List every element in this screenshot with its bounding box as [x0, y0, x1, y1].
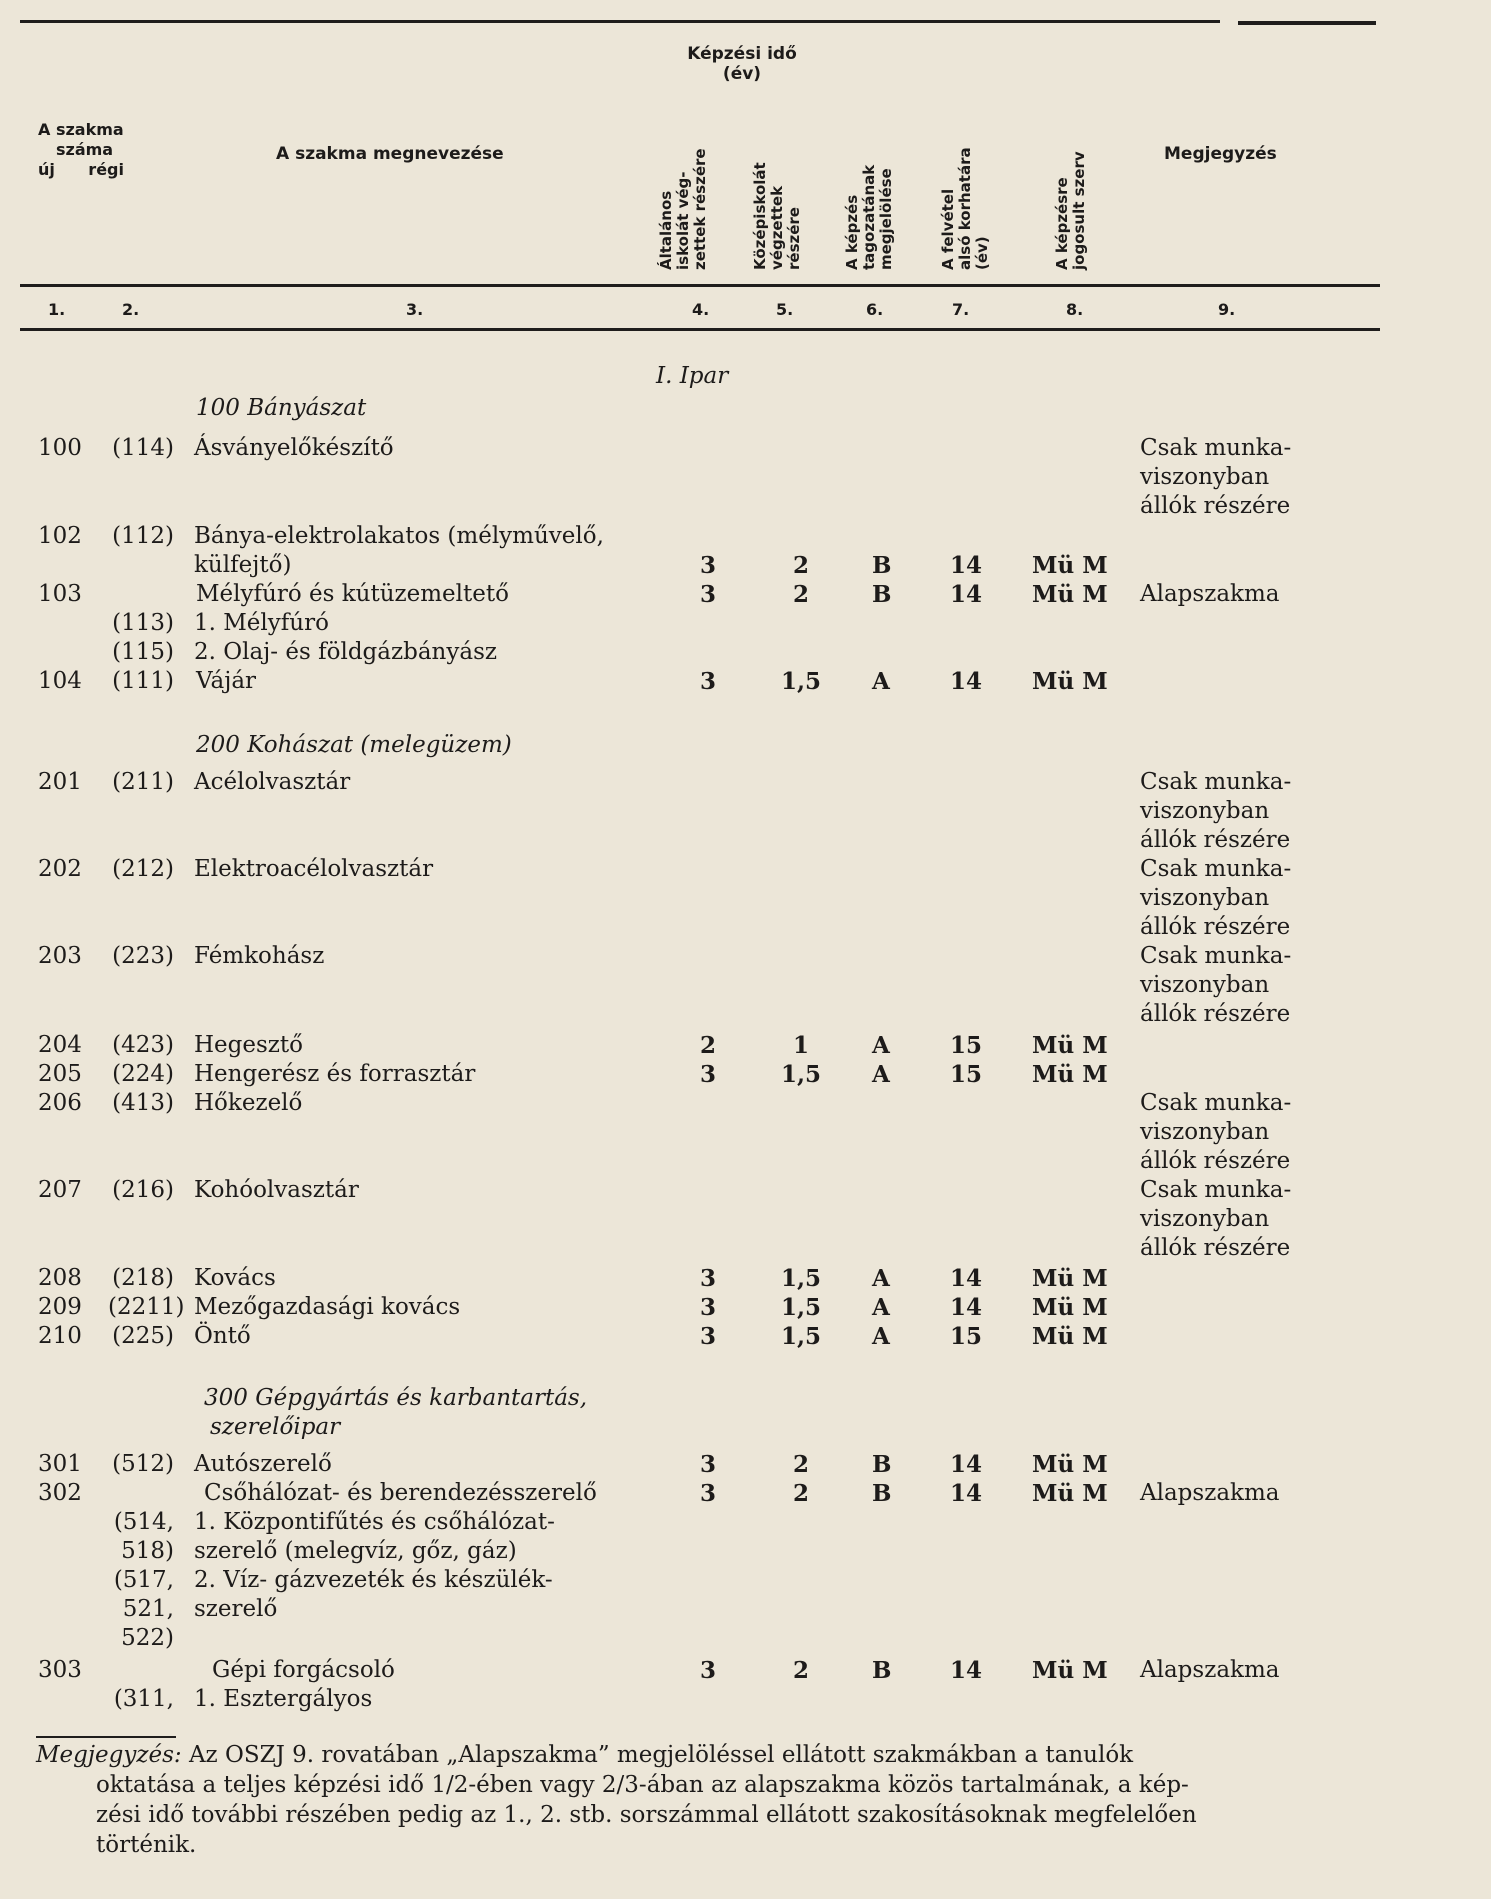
colnum-9: 9.	[1218, 300, 1236, 319]
row-name: Hegesztő	[194, 1032, 304, 1058]
header-szakma-szama	[38, 120, 158, 180]
row-old-code: (212)	[112, 856, 174, 882]
row-col6-value: A	[872, 1032, 890, 1059]
row-col7-value: 14	[950, 581, 983, 608]
row-old-code: (514,	[113, 1509, 174, 1535]
row-col4-value: 3	[700, 1323, 717, 1350]
row-col7-value: 15	[950, 1323, 983, 1350]
row-name: Csőhálózat- és berendezésszerelő	[204, 1480, 597, 1506]
row-col8-value: Mü M	[1032, 1265, 1108, 1292]
row-old-code: (413)	[112, 1090, 174, 1116]
row-old-code: (311,	[113, 1686, 174, 1712]
header-kepzesi-ido	[682, 44, 802, 84]
row-old-code: (225)	[112, 1323, 174, 1349]
row-old-code: (113)	[112, 610, 174, 636]
header-col7: A felvétel alsó korhatára (év)	[939, 147, 991, 270]
kepzesi-ido-line1: Képzési idő	[687, 44, 797, 64]
row-col7-value: 14	[950, 1265, 983, 1292]
row-col5-value: 1,5	[780, 1061, 821, 1088]
row-col6-value: B	[872, 1657, 892, 1684]
row-col7-value: 15	[950, 1032, 983, 1059]
row-old-code: (216)	[112, 1177, 174, 1203]
row-name: Mélyfúró és kútüzemeltető	[196, 581, 509, 607]
row-col5-value: 2	[792, 1451, 809, 1478]
szakma-szama-line3: új régi	[38, 160, 124, 179]
row-name: szerelő	[194, 1596, 278, 1622]
row-note: Csak munka- viszonyban állók részére	[1140, 769, 1292, 853]
row-col5-value: 2	[792, 1480, 809, 1507]
row-col4-value: 3	[700, 1480, 717, 1507]
footnote-line3: zési idő további részében pedig az 1., 2. stb. sorszámmal ellátott szakosításoknak megfelelően	[96, 1802, 1197, 1828]
szakma-szama-line1: A szakma	[38, 120, 124, 139]
row-note: Csak munka- viszonyban állók részére	[1140, 1177, 1292, 1261]
top-rule	[20, 20, 1220, 23]
row-new-code: 204	[38, 1032, 82, 1058]
row-old-code: (111)	[112, 668, 174, 694]
row-new-code: 302	[38, 1480, 82, 1506]
row-col4-value: 2	[700, 1032, 717, 1059]
row-new-code: 202	[38, 856, 82, 882]
colnum-rule	[20, 328, 1380, 331]
row-col4-value: 3	[700, 668, 717, 695]
row-new-code: 210	[38, 1323, 82, 1349]
szakma-szama-line2: száma	[56, 140, 114, 159]
header-col4: Általános iskolát vég- zettek részére	[657, 148, 709, 270]
group-heading-200: 200 Kohászat (melegüzem)	[196, 732, 512, 758]
row-old-code: (223)	[112, 943, 174, 969]
row-name: Fémkohász	[194, 943, 325, 969]
row-col4-value: 3	[700, 1657, 717, 1684]
row-col6-value: A	[872, 1265, 890, 1292]
row-new-code: 201	[38, 769, 82, 795]
footnote-rule	[36, 1736, 176, 1738]
row-col6-value: A	[872, 668, 890, 695]
row-new-code: 209	[38, 1294, 82, 1320]
row-note: Csak munka- viszonyban állók részére	[1140, 856, 1292, 940]
footnote-line4: történik.	[96, 1832, 197, 1858]
row-name: Autószerelő	[194, 1451, 332, 1477]
row-new-code: 100	[38, 435, 82, 461]
row-name: 2. Olaj- és földgázbányász	[194, 639, 497, 665]
row-col4-value: 3	[700, 1294, 717, 1321]
footnote	[36, 1740, 1356, 1860]
group-heading-300-line2: szerelőipar	[210, 1414, 341, 1440]
row-name: 1. Esztergályos	[194, 1686, 373, 1712]
row-old-code: (112)	[112, 523, 174, 549]
row-old-code: (517,	[113, 1567, 174, 1593]
row-old-code: (211)	[112, 769, 174, 795]
row-col4-value: 3	[700, 1265, 717, 1292]
row-old-code: (115)	[112, 639, 174, 665]
row-col5-value: 1,5	[780, 1323, 821, 1350]
row-col8-value: Mü M	[1032, 1294, 1108, 1321]
row-col6-value: B	[872, 1451, 892, 1478]
row-new-code: 208	[38, 1265, 82, 1291]
row-new-code: 102	[38, 523, 82, 549]
row-col5-value: 1,5	[780, 668, 821, 695]
colnum-3: 3.	[406, 300, 424, 319]
group-heading-100: 100 Bányászat	[196, 395, 367, 421]
row-col5-value: 1	[792, 1032, 809, 1059]
row-col8-value: Mü M	[1032, 581, 1108, 608]
row-new-code: 207	[38, 1177, 82, 1203]
row-col5-value: 1,5	[780, 1265, 821, 1292]
footnote-label: Megjegyzés:	[36, 1742, 182, 1768]
row-name: Mezőgazdasági kovács	[194, 1294, 461, 1320]
row-old-code: (218)	[112, 1265, 174, 1291]
colnum-8: 8.	[1066, 300, 1084, 319]
row-col6-value: A	[872, 1061, 890, 1088]
row-col8-value: Mü M	[1032, 1480, 1108, 1507]
row-name: Kohóolvasztár	[194, 1177, 359, 1203]
row-note: Alapszakma	[1140, 1480, 1280, 1506]
colnum-5: 5.	[776, 300, 794, 319]
row-col4-value: 3	[700, 581, 717, 608]
row-col4-value: 3	[700, 552, 717, 579]
row-col8-value: Mü M	[1032, 668, 1108, 695]
row-col6-value: B	[872, 552, 892, 579]
row-name: Ásványelőkészítő	[194, 435, 394, 461]
row-new-code: 104	[38, 668, 82, 694]
row-old-code: (423)	[112, 1032, 174, 1058]
row-col8-value: Mü M	[1032, 1657, 1108, 1684]
header-col5: Középiskolát végzettek részére	[751, 162, 803, 270]
header-col8: A képzésre jogosult szerv	[1053, 151, 1088, 270]
footnote-text1: Az OSZJ 9. rovatában „Alapszakma” megjelöléssel ellátott szakmákban a tanulók	[181, 1742, 1134, 1768]
row-old-code: (2211)	[108, 1294, 185, 1320]
colnum-4: 4.	[692, 300, 710, 319]
row-old-code: (114)	[112, 435, 174, 461]
section-title: I. Ipar	[656, 363, 729, 389]
row-old-code: 522)	[121, 1625, 174, 1651]
row-col6-value: B	[872, 1480, 892, 1507]
top-rule-right	[1238, 21, 1376, 25]
row-col8-value: Mü M	[1032, 1032, 1108, 1059]
row-name: Bánya-elektrolakatos (mélyművelő,	[194, 523, 604, 549]
header-megjegyzes: Megjegyzés	[1164, 144, 1277, 164]
row-col7-value: 14	[950, 1294, 983, 1321]
group-heading-300-line1: 300 Gépgyártás és karbantartás,	[204, 1385, 588, 1411]
row-col5-value: 2	[792, 1657, 809, 1684]
row-col5-value: 2	[792, 552, 809, 579]
row-old-code: 518)	[121, 1538, 174, 1564]
row-old-code: 521,	[122, 1596, 174, 1622]
row-new-code: 203	[38, 943, 82, 969]
row-new-code: 103	[38, 581, 82, 607]
row-col6-value: A	[872, 1323, 890, 1350]
colnum-7: 7.	[952, 300, 970, 319]
row-col7-value: 14	[950, 668, 983, 695]
row-name: Hőkezelő	[194, 1090, 303, 1116]
row-name: Vájár	[196, 668, 257, 694]
row-name: Kovács	[194, 1265, 276, 1291]
row-old-code: (512)	[112, 1451, 174, 1477]
row-col4-value: 3	[700, 1061, 717, 1088]
row-col6-value: B	[872, 581, 892, 608]
footnote-line2: oktatása a teljes képzési idő 1/2-ében vagy 2/3-ában az alapszakma közös tartalmának, a kép-	[96, 1772, 1189, 1798]
header-col6: A képzés tagozatának megjelölése	[843, 164, 895, 270]
row-col7-value: 14	[950, 1451, 983, 1478]
row-note: Csak munka- viszonyban állók részére	[1140, 1090, 1292, 1174]
row-col7-value: 14	[950, 1480, 983, 1507]
row-name: 2. Víz- gázvezeték és készülék-	[194, 1567, 553, 1593]
row-name: Gépi forgácsoló	[212, 1657, 395, 1683]
row-note: Csak munka- viszonyban állók részére	[1140, 943, 1292, 1027]
row-col6-value: A	[872, 1294, 890, 1321]
colnum-2: 2.	[122, 300, 140, 319]
row-col5-value: 2	[792, 581, 809, 608]
row-name: Öntő	[194, 1323, 251, 1349]
row-name: 1. Mélyfúró	[194, 610, 329, 636]
row-new-code: 301	[38, 1451, 82, 1477]
row-name: 1. Központifűtés és csőhálózat-	[194, 1509, 555, 1535]
row-old-code: (224)	[112, 1061, 174, 1087]
row-note: Alapszakma	[1140, 1657, 1280, 1683]
row-col8-value: Mü M	[1032, 1061, 1108, 1088]
header-megnevezes: A szakma megnevezése	[276, 144, 504, 164]
row-note: Alapszakma	[1140, 581, 1280, 607]
row-name: szerelő (melegvíz, gőz, gáz)	[194, 1538, 517, 1564]
row-name-continued: külfejtő)	[194, 552, 292, 578]
footnote-line1	[36, 1740, 1356, 1770]
row-new-code: 206	[38, 1090, 82, 1116]
colnum-1: 1.	[48, 300, 66, 319]
row-name: Hengerész és forrasztár	[194, 1061, 476, 1087]
header-rule	[20, 284, 1380, 287]
row-col7-value: 15	[950, 1061, 983, 1088]
row-name: Elektroacélolvasztár	[194, 856, 434, 882]
row-col7-value: 14	[950, 552, 983, 579]
row-col8-value: Mü M	[1032, 1451, 1108, 1478]
row-new-code: 205	[38, 1061, 82, 1087]
row-new-code: 303	[38, 1657, 82, 1683]
colnum-6: 6.	[866, 300, 884, 319]
row-col5-value: 1,5	[780, 1294, 821, 1321]
row-note: Csak munka- viszonyban állók részére	[1140, 435, 1292, 519]
kepzesi-ido-line2: (év)	[722, 64, 762, 84]
row-col4-value: 3	[700, 1451, 717, 1478]
row-col7-value: 14	[950, 1657, 983, 1684]
row-name: Acélolvasztár	[194, 769, 351, 795]
row-col8-value: Mü M	[1032, 552, 1108, 579]
row-col8-value: Mü M	[1032, 1323, 1108, 1350]
